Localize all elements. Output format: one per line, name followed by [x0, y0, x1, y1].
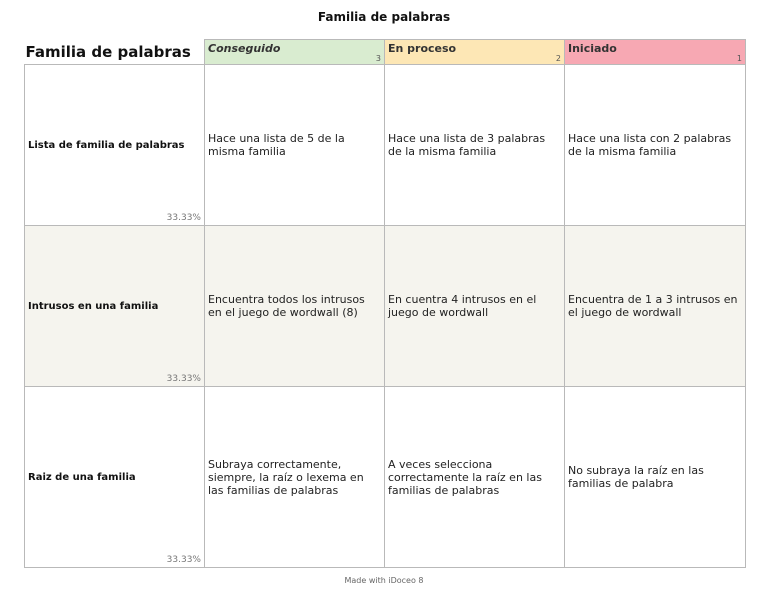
criterion-row-intrusos	[25, 226, 746, 387]
descriptor-cell[interactable]: Hace una lista con 2 palabras de la misma familia	[565, 65, 746, 226]
level-value: 1	[736, 54, 742, 63]
level-label: Conseguido	[208, 42, 281, 55]
level-label: En proceso	[388, 42, 457, 55]
descriptor-cell[interactable]: A veces selecciona correctamente la raíz en las familias de palabras	[385, 387, 565, 568]
criterion-cell[interactable]	[25, 65, 205, 226]
descriptor-cell[interactable]: Encuentra todos los intrusos en el juego de wordwall (8)	[205, 226, 385, 387]
level-header-conseguido[interactable]	[205, 40, 385, 65]
rubric-header-row	[25, 40, 746, 65]
page-title: Familia de palabras	[317, 10, 451, 24]
descriptor-cell[interactable]: Hace una lista de 3 palabras de la misma familia	[385, 65, 565, 226]
level-header-iniciado[interactable]	[565, 40, 746, 65]
descriptor-cell[interactable]: Subraya correctamente, siempre, la raíz o lexema en las familias de palabras	[205, 387, 385, 568]
level-header-en-proceso[interactable]	[385, 40, 565, 65]
criterion-cell[interactable]	[25, 226, 205, 387]
criterion-weight: 33.33%	[166, 555, 201, 565]
rubric-table	[24, 39, 746, 568]
level-value: 3	[375, 54, 381, 63]
criterion-name: Raiz de una familia	[28, 471, 136, 483]
descriptor-cell[interactable]: Hace una lista de 5 de la misma familia	[205, 65, 385, 226]
criterion-name: Intrusos en una familia	[28, 300, 159, 312]
level-label: Iniciado	[568, 42, 617, 55]
level-value: 2	[555, 54, 561, 63]
criterion-name: Lista de familia de palabras	[28, 139, 185, 151]
footer-credit: Made with iDoceo 8	[344, 576, 424, 585]
criterion-row-raiz	[25, 387, 746, 568]
criterion-weight: 33.33%	[166, 374, 201, 384]
descriptor-cell[interactable]: En cuentra 4 intrusos en el juego de wordwall	[385, 226, 565, 387]
rubric-title: Familia de palabras	[25, 40, 205, 65]
criterion-cell[interactable]	[25, 387, 205, 568]
criterion-row-lista	[25, 65, 746, 226]
descriptor-cell[interactable]: No subraya la raíz en las familias de palabra	[565, 387, 746, 568]
criterion-weight: 33.33%	[166, 213, 201, 223]
descriptor-cell[interactable]: Encuentra de 1 a 3 intrusos en el juego de wordwall	[565, 226, 746, 387]
